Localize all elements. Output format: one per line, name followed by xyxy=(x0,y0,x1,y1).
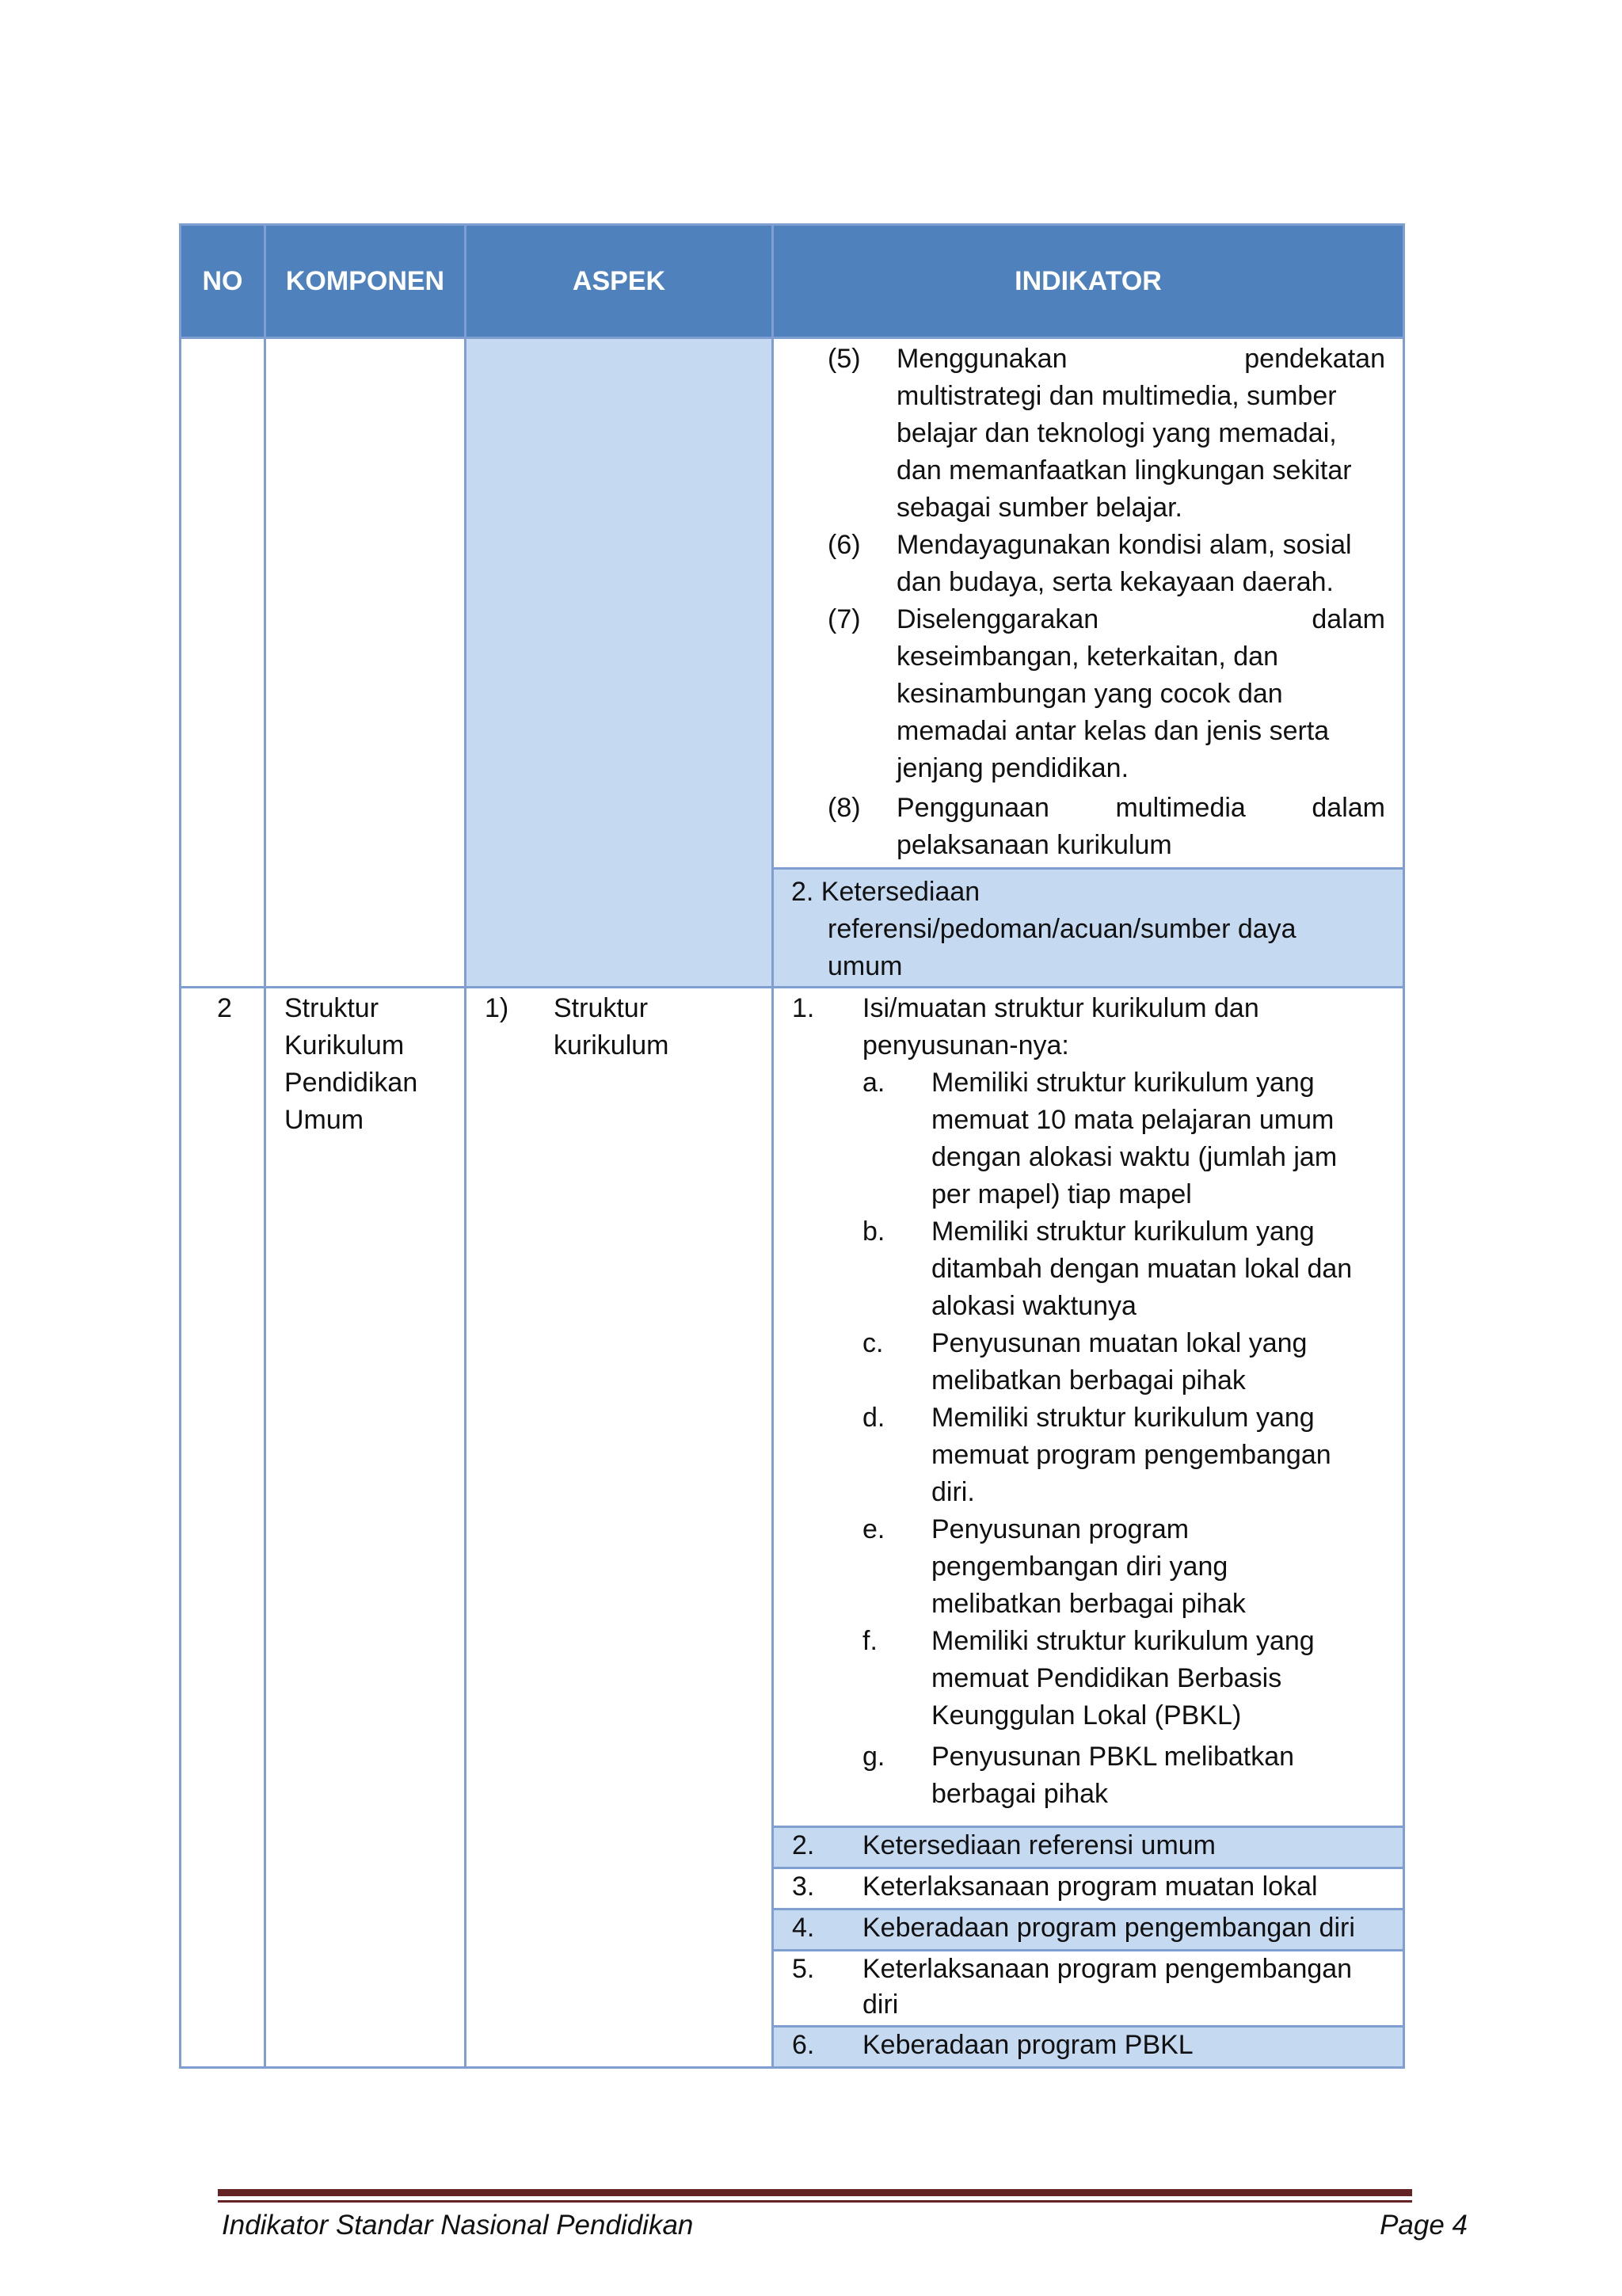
sub-d-line3: diri. xyxy=(931,1477,975,1507)
item-7-line5: jenjang pendidikan. xyxy=(897,753,1129,783)
row2-ind1-line1 xyxy=(862,990,1385,1027)
row2-ind1-line2: penyusunan-nya: xyxy=(862,1030,1069,1060)
item-5-line4: dan memanfaatkan lingkungan sekitar xyxy=(897,455,1352,485)
row2-item-3-number: 3. xyxy=(792,1871,815,1902)
sub-d-letter: d. xyxy=(862,1403,885,1433)
sub-c-line1: Penyusunan muatan lokal yang xyxy=(931,1328,1308,1358)
cont-item-2-line1: 2. Ketersediaan xyxy=(791,877,980,907)
sub-c-letter: c. xyxy=(862,1328,884,1358)
footer-rule-thin xyxy=(218,2200,1412,2203)
item-5-line1 xyxy=(897,341,1385,378)
footer-title: Indikator Standar Nasional Pendidikan xyxy=(222,2210,694,2241)
row2-item-5-text: Keterlaksanaan program pengembangan xyxy=(862,1954,1353,1984)
item-5-line2: multistrategi dan multimedia, sumber xyxy=(897,381,1337,411)
indicator-table xyxy=(179,223,1405,2069)
sub-e-line1: Penyusunan program xyxy=(931,1514,1190,1544)
item-5-line3: belajar dan teknologi yang memadai, xyxy=(897,418,1337,448)
row2-aspek-line2: kurikulum xyxy=(554,1030,669,1060)
item-6-line2: dan budaya, serta kekayaan daerah. xyxy=(897,567,1334,597)
item-7-line4: memadai antar kelas dan jenis serta xyxy=(897,716,1330,746)
sub-g-line2: berbagai pihak xyxy=(931,1779,1109,1809)
sub-f-line2: memuat Pendidikan Berbasis xyxy=(931,1663,1282,1693)
row2-komponen-line4: Umum xyxy=(284,1105,364,1135)
footer-page-number: Page 4 xyxy=(1380,2210,1468,2241)
row2-no-cell xyxy=(181,986,264,2066)
sub-f-line3: Keunggulan Lokal (PBKL) xyxy=(931,1700,1242,1731)
item-7-line1-b: dalam xyxy=(1312,604,1385,634)
sub-d-line2: memuat program pengembangan xyxy=(931,1440,1331,1470)
header-komponen: KOMPONEN xyxy=(264,226,464,337)
item-8-line1-b: multimedia xyxy=(1115,793,1246,823)
row2-aspek-number: 1) xyxy=(485,993,509,1023)
row2-aspek-cell xyxy=(464,986,771,2066)
row2-aspek-line1: Struktur xyxy=(554,993,649,1023)
row2-item-2-text: Ketersediaan referensi umum xyxy=(862,1830,1216,1860)
cont-komponen-cell xyxy=(264,337,464,986)
row2-item-6-text: Keberadaan program PBKL xyxy=(862,2030,1194,2060)
item-5-line5: sebagai sumber belajar. xyxy=(897,493,1183,523)
row2-item-6-number: 6. xyxy=(792,2030,815,2060)
cont-no-cell xyxy=(181,337,264,986)
sub-f-line1: Memiliki struktur kurikulum yang xyxy=(931,1626,1315,1656)
sub-g-letter: g. xyxy=(862,1742,885,1772)
row2-ind1-line1-a: Isi/muatan struktur kurikulum dan xyxy=(862,993,1259,1023)
item-7-line2: keseimbangan, keterkaitan, dan xyxy=(897,642,1278,672)
row2-item-3-text: Keterlaksanaan program muatan lokal xyxy=(862,1871,1318,1902)
item-8-line2: pelaksanaan kurikulum xyxy=(897,830,1172,860)
sub-e-line2: pengembangan diri yang xyxy=(931,1552,1228,1582)
item-6-line1: Mendayagunakan kondisi alam, sosial xyxy=(897,530,1352,560)
row2-komponen-line2: Kurikulum xyxy=(284,1030,405,1060)
row2-komponen-cell xyxy=(264,986,464,2066)
sub-f-letter: f. xyxy=(862,1626,878,1656)
sub-c-line2: melibatkan berbagai pihak xyxy=(931,1365,1246,1395)
item-8-line1-a: Penggunaan xyxy=(897,793,1049,823)
item-7-line3: kesinambungan yang cocok dan xyxy=(897,679,1283,709)
row2-ind1-number: 1. xyxy=(792,993,815,1023)
sub-e-line3: melibatkan berbagai pihak xyxy=(931,1589,1246,1619)
row2-komponen-line3: Pendidikan xyxy=(284,1068,418,1098)
item-7-number: (7) xyxy=(828,604,861,634)
header-indikator: INDIKATOR xyxy=(771,226,1403,337)
sub-a-line4: per mapel) tiap mapel xyxy=(931,1179,1192,1209)
sub-a-line3: dengan alokasi waktu (jumlah jam xyxy=(931,1142,1338,1172)
header-no: NO xyxy=(181,226,264,337)
row2-item-4-text: Keberadaan program pengembangan diri xyxy=(862,1913,1355,1943)
item-5-line1-a: Menggunakan xyxy=(897,344,1068,374)
row2-item-5-text2: diri xyxy=(862,1989,899,2020)
sub-b-letter: b. xyxy=(862,1217,885,1247)
sub-g-line1: Penyusunan PBKL melibatkan xyxy=(931,1742,1295,1772)
sub-b-line1: Memiliki struktur kurikulum yang xyxy=(931,1217,1315,1247)
row2-item-4-number: 4. xyxy=(792,1913,815,1943)
item-7-line1-a: Diselenggarakan xyxy=(897,604,1099,634)
sub-b-line3: alokasi waktunya xyxy=(931,1291,1137,1321)
sub-e-letter: e. xyxy=(862,1514,885,1544)
item-8-line1 xyxy=(897,790,1385,827)
row2-item-2-number: 2. xyxy=(792,1830,815,1860)
sub-d-line1: Memiliki struktur kurikulum yang xyxy=(931,1403,1315,1433)
row2-item-5-number: 5. xyxy=(792,1954,815,1984)
header-aspek: ASPEK xyxy=(464,226,771,337)
sub-b-line2: ditambah dengan muatan lokal dan xyxy=(931,1254,1353,1284)
item-8-line1-c: dalam xyxy=(1312,793,1385,823)
item-5-line1-b: pendekatan xyxy=(1244,344,1385,374)
footer-rule-thick xyxy=(218,2189,1412,2196)
sub-a-line1: Memiliki struktur kurikulum yang xyxy=(931,1068,1315,1098)
cont-item-2-line2: referensi/pedoman/acuan/sumber daya xyxy=(828,914,1296,944)
sub-a-line2: memuat 10 mata pelajaran umum xyxy=(931,1105,1335,1135)
cont-item-2-line3: umum xyxy=(828,951,903,981)
item-8-number: (8) xyxy=(828,793,861,823)
item-6-number: (6) xyxy=(828,530,861,560)
cont-aspek-cell xyxy=(464,337,771,986)
row2-no: 2 xyxy=(217,993,232,1023)
row2-komponen-line1: Struktur xyxy=(284,993,379,1023)
item-5-number: (5) xyxy=(828,344,861,374)
item-7-line1 xyxy=(897,601,1385,638)
sub-a-letter: a. xyxy=(862,1068,885,1098)
